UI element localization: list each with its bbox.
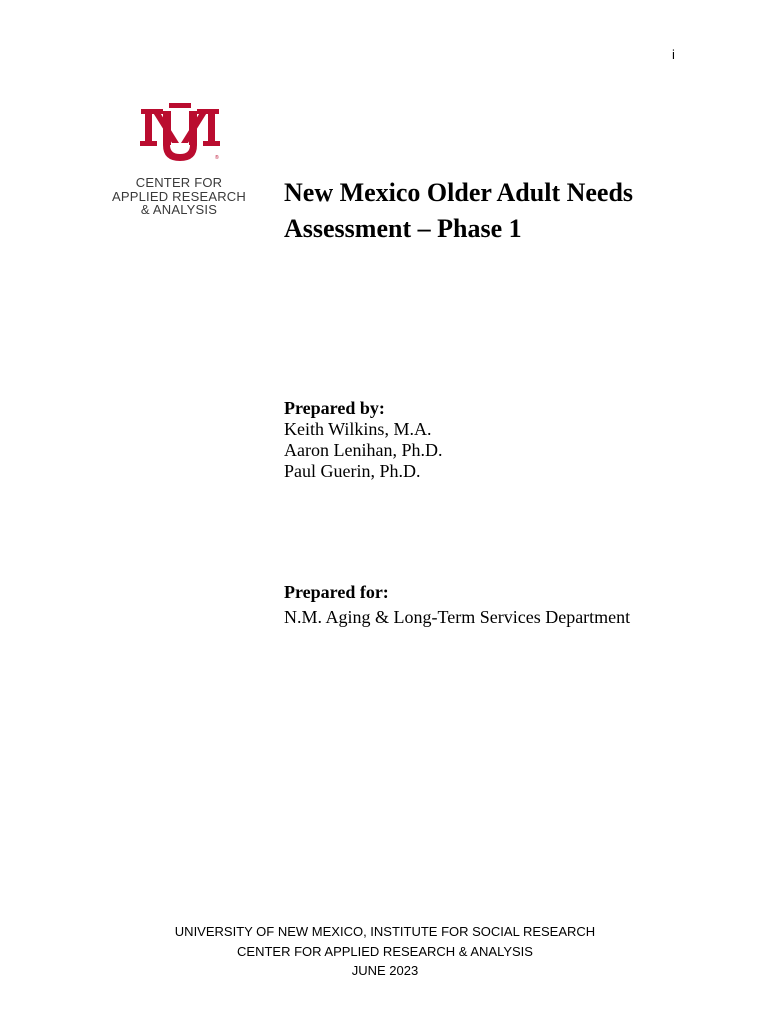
footer — [0, 922, 770, 981]
svg-text:®: ® — [215, 155, 219, 161]
logo-text-line: & ANALYSIS — [140, 202, 218, 217]
unm-logo-icon — [139, 103, 221, 165]
page-number: i — [672, 47, 675, 62]
footer-line: CENTER FOR APPLIED RESEARCH & ANALYSIS — [237, 943, 533, 959]
prepared-for-heading: Prepared for: — [284, 582, 389, 602]
author-name: Aaron Lenihan, Ph.D. — [284, 440, 443, 460]
document-title — [284, 175, 684, 247]
prepared-by-heading: Prepared by: — [284, 398, 385, 418]
author-name: Paul Guerin, Ph.D. — [284, 461, 421, 481]
prepared-by-section — [284, 398, 442, 482]
title-line: New Mexico Older Adult Needs — [284, 178, 634, 207]
logo-text-line: APPLIED RESEARCH — [112, 188, 246, 204]
author-name: Keith Wilkins, M.A. — [284, 419, 432, 439]
footer-line: UNIVERSITY OF NEW MEXICO, INSTITUTE FOR SOCIAL RESEARCH — [174, 924, 596, 939]
logo-text-line: CENTER FOR — [135, 175, 223, 190]
prepared-for-section — [284, 582, 630, 628]
logo-wordmark — [104, 176, 254, 217]
title-line: Assessment – Phase 1 — [284, 214, 522, 243]
client-organization: N.M. Aging & Long-Term Services Department — [284, 607, 631, 627]
footer-line: JUNE 2023 — [351, 963, 419, 978]
